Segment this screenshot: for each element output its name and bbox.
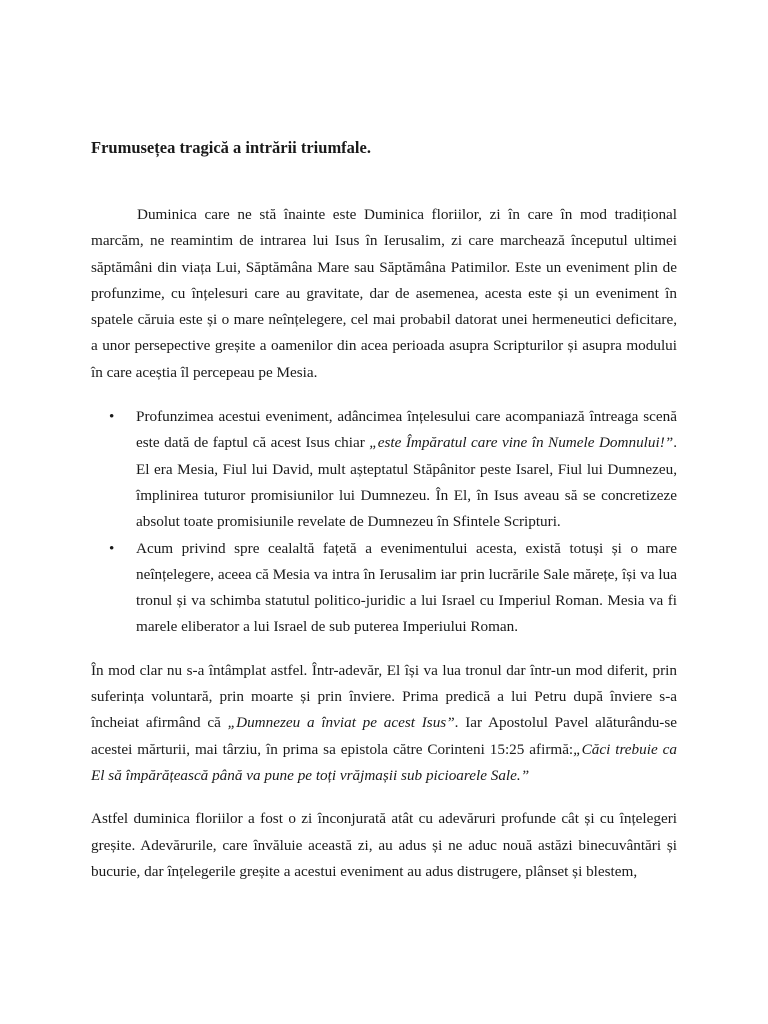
paragraph-2-part-2: . Iar Apostolul Pavel alăturându-se acestei mărturii, mai târziu, în prima sa epistola către Corinteni 15:25 afirmă:	[91, 714, 677, 758]
paragraph-3: Astfel duminica floriilor a fost o zi înconjurată atât cu adevăruri profunde cât și cu înțelegeri greșite. Adevărurile, care învăluie această zi, au adus și ne aduc nouă astăzi binecuvântări și bucurie, dar înțelegerile greșite a acestui eveniment au adus distrugere, plânset și blestem,	[91, 810, 677, 880]
document-title: Frumusețea tragică a intrării triumfale.	[91, 138, 371, 157]
paragraph-2-quote-1: „Dumnezeu a înviat pe acest Isus”	[227, 714, 455, 732]
bullet-marker: •	[109, 539, 115, 557]
bullet-1-text-before: Profunzimea acestui eveniment, adâncimea înțelesului care acompaniază întreaga scenă este dată de faptul că acest Isus chiar	[136, 408, 677, 452]
paragraph-2	[91, 658, 677, 789]
paragraph-2-part-1: În mod clar nu s-a întâmplat astfel. Într-adevăr, El își va lua tronul dar într-un mod diferit, prin suferința voluntară, prin moarte și prin înviere. Prima predică a lui Petru după înviere s-a încheiat afirmând că	[91, 661, 677, 732]
bullet-item-1	[109, 404, 677, 535]
bullet-marker: •	[109, 408, 115, 426]
document-page	[91, 136, 677, 885]
bullet-1-text-after: . El era Mesia, Fiul lui David, mult așteptatul Stăpânitor peste Isarel, Fiul lui Dumnezeu, împlinirea tuturor promisiunilor lui Dumnezeu. În El, în Isus aveau să se concretizeze absolut toate promisiunile revelate de Dumnezeu în Sfintele Scripturi.	[136, 434, 677, 531]
bullet-1-quote: „este Împăratul care vine în Numele Domnului!”	[369, 434, 674, 452]
bullet-2-text: Acum privind spre cealaltă fațetă a evenimentului acesta, există totuși și o mare neînțelegere, aceea că Mesia va intra în Ierusalim iar prin lucrările Sale mărețe, își va lua tronul și va schimba statutul politico-juridic a lui Israel cu Imperiul Roman. Mesia va fi marele eliberator a lui Israel de sub puterea Imperiului Roman.	[136, 539, 677, 636]
bullet-list	[91, 404, 677, 641]
bullet-item-2	[109, 536, 677, 641]
paragraph-2-quote-2: „Căci trebuie ca El să împărățească până va pune pe toți vrăjmașii sub picioarele Sale.”	[91, 740, 677, 784]
intro-paragraph: Duminica care ne stă înainte este Duminica floriilor, zi în care în mod tradițional marcăm, ne reamintim de intrarea lui Isus în Ierusalim, zi care marchează începutul ultimei săptămâni din viața Lui, Săptămâna Mare sau Săptămâna Patimilor. Este un eveniment plin de profunzime, cu înțelesuri care au gravitate, dar de asemenea, acesta este și un eveniment în spatele căruia este și o mare neînțelegere, cel mai probabil datorat unei hermeneutici deficitare, a unor persepective greșite a oamenilor din acea perioada asupra Scripturilor și asupra modului în care aceștia îl percepeau pe Mesia.	[91, 206, 677, 381]
